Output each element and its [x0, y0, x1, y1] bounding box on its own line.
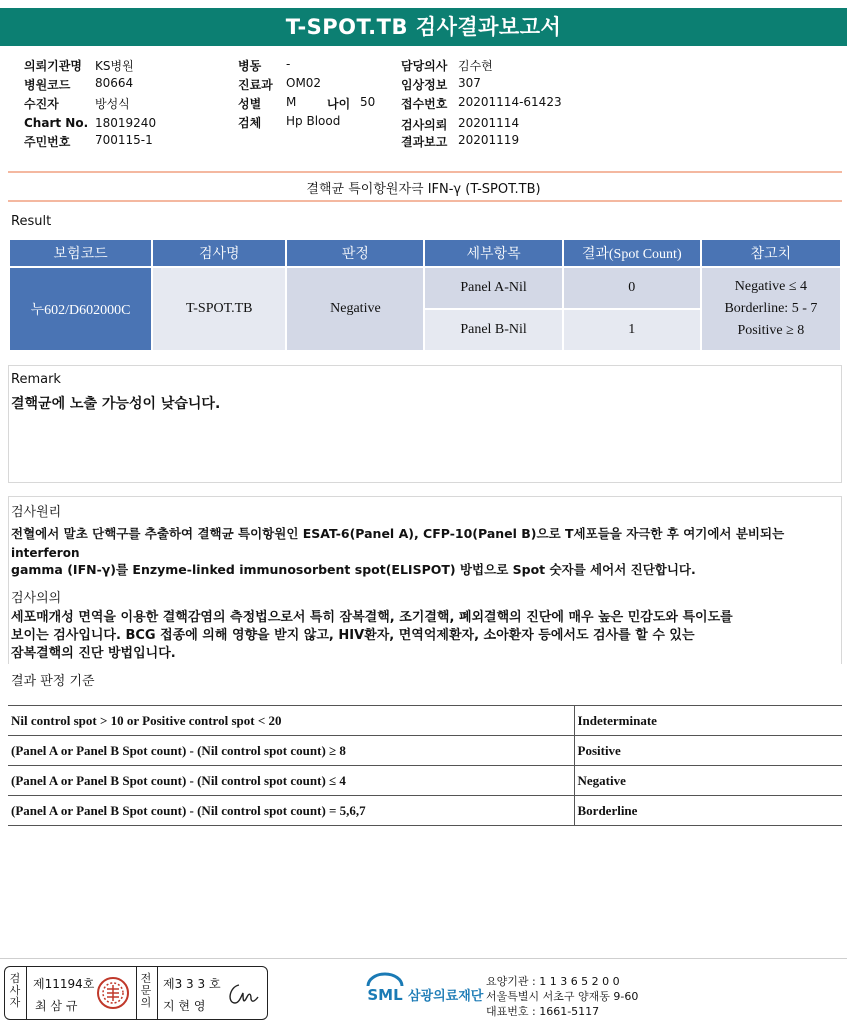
examiner-name: 최 삼 규: [35, 999, 78, 1013]
value-department: OM02: [286, 76, 322, 90]
result-table: [8, 238, 842, 352]
label-requester: 의뢰기관명: [24, 59, 82, 73]
doctor-label-char: 전: [140, 972, 152, 985]
reference-borderline: Borderline: 5 - 7: [724, 301, 818, 316]
label-ward: 병동: [238, 59, 262, 73]
result-label: Result: [11, 214, 52, 229]
table-row: [8, 736, 842, 766]
label-clinical-info: 임상정보: [401, 78, 448, 92]
value-resident-no: 700115-1: [95, 133, 153, 147]
criteria-condition: Nil control spot > 10 or Positive control spot < 20: [8, 706, 574, 736]
table-row: [8, 796, 842, 826]
examiner-license-no: 제11194호: [33, 977, 95, 991]
examiner-seal-icon: [95, 975, 131, 1011]
org-name: 삼광의료재단: [408, 989, 484, 1004]
table-row: [10, 268, 840, 308]
signature-box: [4, 966, 268, 1020]
value-clinical-info: 307: [458, 76, 481, 90]
label-hospital-code: 병원코드: [24, 78, 71, 92]
label-doctor: 담당의사: [401, 59, 448, 73]
value-request-date: 20201114: [458, 116, 520, 130]
doctor-label-char: 의: [140, 996, 152, 1009]
result-table-header: [10, 240, 840, 266]
significance-line3: 잠복결핵의 진단 방법입니다.: [11, 646, 176, 661]
report-title: T-SPOT.TB 검사결과보고서: [0, 8, 847, 46]
section-subtitle: 결핵균 특이항원자극 IFN-γ (T-SPOT.TB): [306, 182, 541, 197]
criteria-table: [8, 705, 842, 826]
examiner-vertical-label: [8, 973, 22, 1009]
criteria-condition: (Panel A or Panel B Spot count) - (Nil control spot count) ≥ 8: [8, 736, 574, 766]
doctor-name: 지 현 영: [163, 999, 206, 1013]
sign-divider: [136, 967, 137, 1019]
divider-top: [8, 171, 842, 173]
reference-negative: Negative ≤ 4: [734, 279, 807, 294]
cell-panel-b-item: Panel B-Nil: [425, 310, 561, 350]
sign-divider: [26, 967, 27, 1019]
header-spot-count: 결과(Spot Count): [564, 240, 700, 266]
label-specimen: 검체: [238, 116, 262, 130]
criteria-label: 결과 판정 기준: [11, 674, 95, 689]
header-reference: 참고치: [702, 240, 840, 266]
value-receipt-no: 20201114-61423: [458, 95, 562, 109]
label-resident-no: 주민번호: [24, 135, 71, 149]
criteria-condition: (Panel A or Panel B Spot count) - (Nil control spot count) = 5,6,7: [8, 796, 574, 826]
org-phone: 대표번호 : 1661-5117: [486, 1005, 600, 1018]
criteria-result: Negative: [574, 766, 842, 796]
doctor-label-char: 문: [140, 984, 152, 997]
value-doctor: 김수현: [458, 59, 493, 73]
value-ward: -: [286, 57, 291, 71]
label-patient: 수진자: [24, 97, 59, 111]
org-address: 서울특별시 서초구 양재동 9-60: [486, 990, 639, 1003]
sml-logo-icon: [364, 972, 406, 1004]
label-age: 나이: [327, 97, 351, 111]
value-age: 50: [360, 95, 376, 109]
significance-line1: 세포매개성 면역을 이용한 결핵감염의 측정법으로서 특히 잠복결핵, 조기결핵, 폐외결핵의 진단에 매우 높은 민감도와 특이도를: [11, 610, 733, 625]
header-test-name: 검사명: [153, 240, 285, 266]
divider-bottom: [8, 200, 842, 202]
remark-box: [8, 365, 842, 483]
criteria-result: Positive: [574, 736, 842, 766]
remark-label: Remark: [11, 372, 61, 387]
label-sex: 성별: [238, 97, 262, 111]
examiner-label-char: 검: [9, 972, 21, 985]
value-requester: KS병원: [95, 59, 134, 73]
value-specimen: Hp Blood: [286, 114, 341, 128]
logo-text: SML: [367, 986, 403, 1004]
value-report-date: 20201119: [458, 133, 520, 147]
principle-line3: gamma (IFN-γ)를 Enzyme-linked immunosorbent spot(ELISPOT) 방법으로 Spot 숫자를 세어서 진단합니다.: [11, 562, 696, 577]
sign-divider: [157, 967, 158, 1019]
doctor-vertical-label: [139, 973, 153, 1009]
cell-test-name: T-SPOT.TB: [153, 268, 285, 350]
header-detail-item: 세부항목: [425, 240, 561, 266]
value-patient: 방성식: [95, 97, 130, 111]
cell-panel-a-count: 0: [564, 268, 700, 308]
cell-judgment: Negative: [287, 268, 423, 350]
cell-panel-b-count: 1: [564, 310, 700, 350]
examiner-label-char: 사: [9, 984, 21, 997]
label-request-date: 검사의뢰: [401, 118, 448, 132]
value-chart-no: 18019240: [95, 116, 157, 130]
significance-line2: 보이는 검사입니다. BCG 접종에 의해 영향을 받지 않고, HIV환자, 면역억제환자, 소아환자 등에서도 검사를 할 수 있는: [11, 628, 695, 643]
institution-no: 요양기관 : 1 1 3 6 5 2 0 0: [486, 975, 620, 988]
header-judgment: 판정: [287, 240, 423, 266]
cell-insurance-code: 누602/D602000C: [10, 268, 151, 350]
footer-divider: [0, 958, 847, 959]
value-sex: M: [286, 95, 297, 109]
label-receipt-no: 접수번호: [401, 97, 448, 111]
principle-line2: interferon: [11, 546, 80, 560]
cell-reference: [702, 268, 840, 350]
principle-line1: 전혈에서 말초 단핵구를 추출하여 결핵균 특이항원인 ESAT-6(Panel A), CFP-10(Panel B)으로 T세포들을 자극한 후 여기에서 분비되는: [11, 526, 785, 541]
value-hospital-code: 80664: [95, 76, 134, 90]
cell-panel-a-item: Panel A-Nil: [425, 268, 561, 308]
label-department: 진료과: [238, 78, 273, 92]
doctor-license-no: 제3 3 3 호: [163, 977, 221, 991]
table-row: [8, 706, 842, 736]
principle-label: 검사원리: [11, 505, 62, 520]
header-insurance-code: 보험코드: [10, 240, 151, 266]
examiner-label-char: 자: [9, 996, 21, 1009]
significance-label: 검사의의: [11, 591, 62, 606]
label-chart-no: Chart No.: [24, 116, 89, 130]
table-row: [8, 766, 842, 796]
label-report-date: 결과보고: [401, 135, 448, 149]
doctor-signature-icon: [225, 979, 261, 1009]
remark-text: 결핵균에 노출 가능성이 낮습니다.: [11, 396, 221, 412]
criteria-result: Indeterminate: [574, 706, 842, 736]
criteria-result: Borderline: [574, 796, 842, 826]
reference-positive: Positive ≥ 8: [737, 323, 805, 338]
criteria-condition: (Panel A or Panel B Spot count) - (Nil control spot count) ≤ 4: [8, 766, 574, 796]
